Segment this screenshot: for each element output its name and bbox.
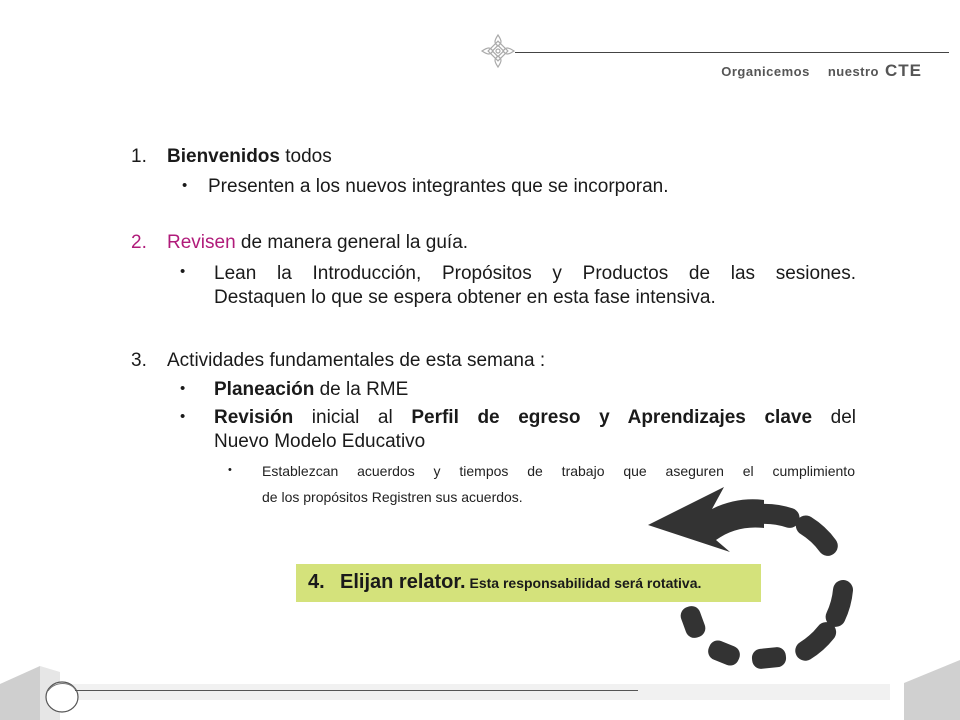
item-2-rest: de manera general la guía. [235,232,469,253]
title-word-1: Organicemos [721,64,810,79]
bullet-dot-icon: • [180,263,186,280]
item-3-heading: Actividades fundamentales de esta semana : [167,350,546,371]
item-2-highlight: Revisen [167,232,236,253]
item-3-number: 3. [131,350,147,371]
item-3-sub-line-2: de los propósitos Registren sus acuerdos. [262,489,523,505]
footer-rule [75,690,638,691]
item-3-bullet-2-bold-1: Revisión [214,407,294,428]
item-3-bullet-1-bold: Planeación [214,379,315,400]
item-4-number: 4. [308,571,325,593]
item-4-main: Elijan relator. [340,571,466,593]
item-3-bullet-2-line-2: Nuevo Modelo Educativo [214,431,426,452]
item-1-bold: Bienvenidos [167,146,280,167]
oval-swoosh-icon [42,677,82,717]
item-2-number: 2. [131,232,147,253]
bullet-dot-icon: • [182,177,188,194]
item-3-bullet-2-bold-2: Perfil de egreso y Aprendizajes clave [411,407,813,428]
item-1-rest: todos [279,146,332,167]
bullet-dot-icon: • [180,380,186,397]
item-3-bullet-2-end: del [812,407,856,428]
item-3-sub-line-1: Establezcan acuerdos y tiempos de trabajo que aseguren el cumplimiento [262,463,855,479]
item-3-bullet-2-mid: inicial al [293,407,412,428]
title-word-3: CTE [885,61,922,80]
bullet-dot-icon: • [228,464,232,476]
bullet-dot-icon: • [180,408,186,425]
item-4-sub: Esta responsabilidad será rotativa. [465,575,702,591]
item-3-bullet-1-rest: de la RME [314,379,409,400]
item-1-bullet: Presenten a los nuevos integrantes que se incorporan. [208,176,669,197]
item-2-bullet-line-1: Lean la Introducción, Propósitos y Productos de las sesiones. [214,263,856,284]
item-2-bullet-line-2: Destaquen lo que se espera obtener en esta fase intensiva. [214,287,716,308]
item-1-number: 1. [131,146,147,167]
title-word-2: nuestro [827,64,879,79]
